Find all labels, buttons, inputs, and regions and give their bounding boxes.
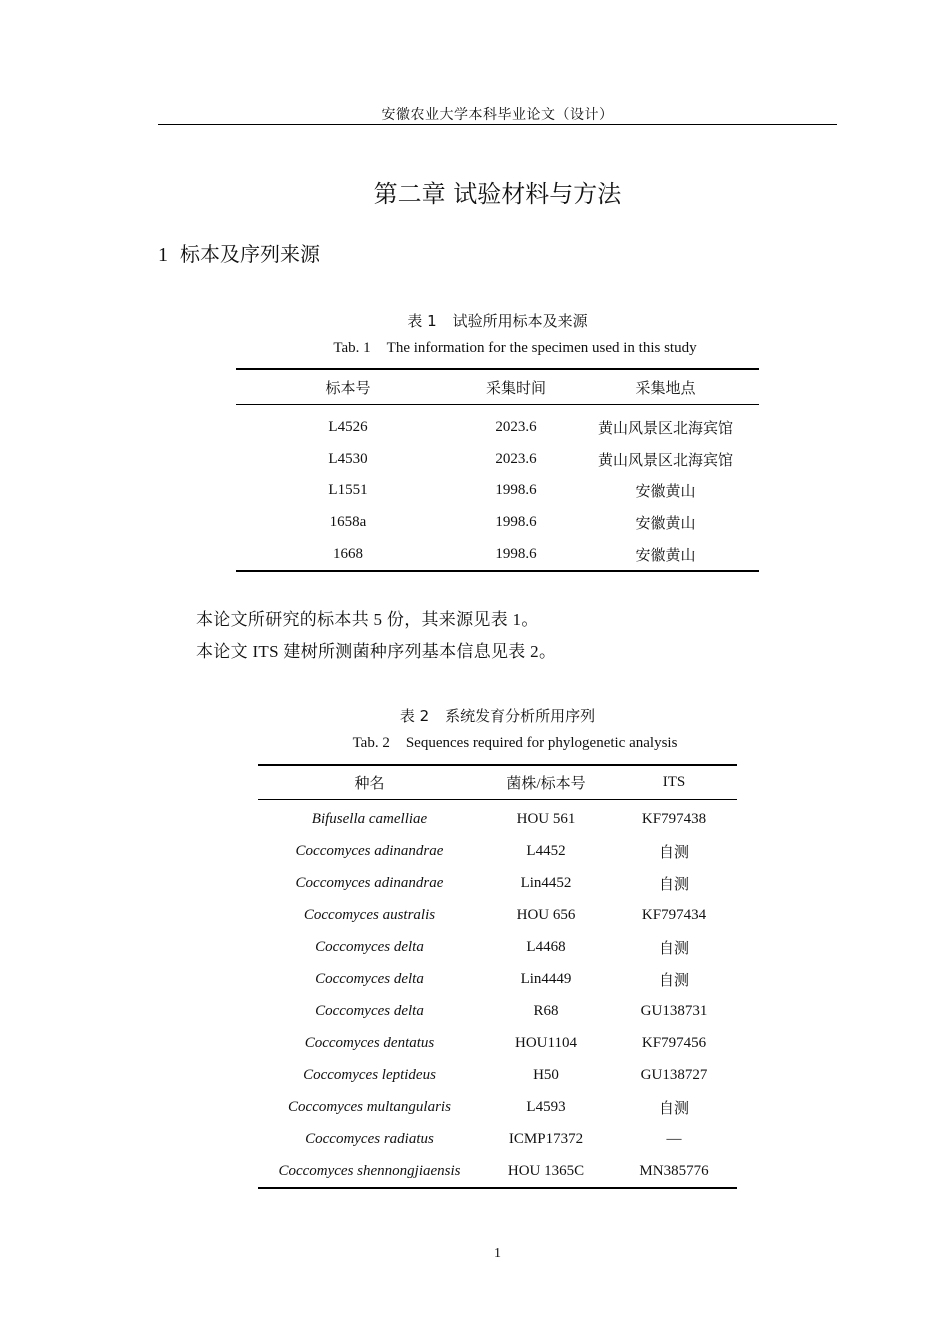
its-accession: MN385776 — [639, 1162, 709, 1179]
its-accession: 自测 — [658, 940, 689, 957]
running-header: 安徽农业大学本科毕业论文（设计） — [381, 108, 614, 123]
species-name: Coccomyces radiatus — [305, 1130, 434, 1147]
table1-caption-en-text: The information for the specimen used in this study — [386, 340, 697, 356]
species-name: Coccomyces multangularis — [288, 1098, 451, 1115]
body-paragraph-2: 本论文 ITS 建树所测菌种序列基本信息见表 2。 — [196, 642, 557, 661]
section-title-text: 标本及序列来源 — [180, 242, 320, 266]
strain-id: H50 — [533, 1066, 559, 1083]
header-rule — [158, 124, 837, 125]
table-row — [236, 507, 759, 539]
table1-caption-en — [0, 340, 950, 357]
strain-id: HOU 561 — [516, 810, 576, 827]
table2-caption-cn-text: 系统发育分析所用序列 — [445, 707, 596, 725]
specimen-id: L1551 — [328, 482, 368, 499]
table1-caption-cn-text: 试验所用标本及来源 — [452, 312, 588, 330]
table-row — [258, 835, 737, 867]
table2-caption-en-label: Tab. 2 — [352, 735, 390, 751]
species-name: Coccomyces dentatus — [304, 1034, 435, 1051]
strain-id: R68 — [533, 1002, 559, 1019]
table-row — [258, 1123, 737, 1155]
table-row — [258, 931, 737, 963]
specimen-id: L4526 — [328, 419, 368, 436]
specimen-table — [236, 368, 759, 572]
collection-date: 1998.6 — [495, 482, 537, 499]
column-header: 菌株/标本号 — [481, 765, 611, 800]
collection-date: 2023.6 — [495, 419, 537, 436]
its-accession: KF797438 — [641, 810, 707, 827]
strain-id: HOU1104 — [515, 1034, 577, 1051]
table2-caption-en — [0, 735, 950, 752]
its-accession: GU138731 — [640, 1002, 708, 1019]
table-row — [258, 803, 737, 835]
table-row — [258, 867, 737, 899]
species-name: Coccomyces delta — [315, 938, 424, 955]
strain-id: Lin4449 — [520, 970, 572, 987]
collection-site: 安徽黄山 — [635, 547, 696, 564]
body-paragraph-1: 本论文所研究的标本共 5 份，其来源见表 1。 — [196, 610, 539, 629]
species-name: Coccomyces delta — [315, 970, 424, 987]
table-row — [258, 1155, 737, 1188]
strain-id: Lin4452 — [520, 874, 572, 891]
species-name: Coccomyces adinandrae — [295, 842, 444, 859]
column-header: 采集时间 — [460, 369, 572, 405]
its-accession: GU138727 — [640, 1066, 708, 1083]
collection-site: 安徽黄山 — [635, 516, 696, 533]
strain-id: ICMP17372 — [508, 1130, 584, 1147]
column-header: ITS — [611, 765, 737, 800]
its-accession: — — [666, 1130, 682, 1147]
strain-id: HOU 656 — [516, 906, 576, 923]
table-row — [236, 412, 759, 444]
collection-site: 黄山风景区北海宾馆 — [597, 421, 733, 438]
its-accession: 自测 — [658, 972, 689, 989]
its-accession: KF797434 — [641, 906, 707, 923]
strain-id: HOU 1365C — [507, 1162, 585, 1179]
specimen-id: 1668 — [333, 545, 363, 562]
sequence-table — [258, 764, 737, 1189]
collection-site: 黄山风景区北海宾馆 — [597, 452, 733, 469]
column-header: 标本号 — [236, 369, 460, 405]
species-name: Coccomyces shennongjiaensis — [278, 1162, 461, 1179]
table-row — [236, 444, 759, 476]
table-row — [236, 538, 759, 571]
table-row — [258, 963, 737, 995]
specimen-id: 1658a — [329, 514, 367, 531]
collection-date: 2023.6 — [495, 450, 537, 467]
table-header-row — [236, 369, 759, 405]
species-name: Coccomyces adinandrae — [295, 874, 444, 891]
its-accession: 自测 — [658, 1100, 689, 1117]
table2-caption-en-text: Sequences required for phylogenetic analysis — [405, 735, 678, 751]
column-header: 采集地点 — [572, 369, 759, 405]
table-row — [258, 995, 737, 1027]
table-row — [236, 475, 759, 507]
collection-site: 安徽黄山 — [635, 484, 696, 501]
strain-id: L4593 — [526, 1098, 566, 1115]
species-name: Coccomyces leptideus — [303, 1066, 436, 1083]
table-row — [258, 1091, 737, 1123]
section-heading — [158, 238, 320, 267]
its-accession: 自测 — [658, 844, 689, 861]
column-header: 种名 — [258, 765, 481, 800]
table2-caption-cn-label: 表 2 — [399, 707, 430, 725]
table-row — [258, 1059, 737, 1091]
species-name: Coccomyces delta — [315, 1002, 424, 1019]
its-accession: 自测 — [658, 876, 689, 893]
its-accession: KF797456 — [641, 1034, 707, 1051]
spacer-row — [236, 405, 759, 413]
collection-date: 1998.6 — [495, 514, 537, 531]
collection-date: 1998.6 — [495, 545, 537, 562]
species-name: Coccomyces australis — [303, 906, 436, 923]
page-number: 1 — [494, 1246, 501, 1261]
table-row — [258, 1027, 737, 1059]
table1-caption-en-label: Tab. 1 — [333, 340, 371, 356]
table-row — [258, 899, 737, 931]
section-number: 1 — [158, 244, 168, 266]
specimen-id: L4530 — [328, 450, 368, 467]
species-name: Bifusella camelliae — [311, 810, 428, 827]
chapter-title: 第二章 试验材料与方法 — [373, 180, 622, 208]
strain-id: L4452 — [526, 842, 566, 859]
table2-caption-cn — [0, 705, 950, 726]
table-header-row — [258, 765, 737, 800]
table1-caption-cn — [0, 310, 950, 331]
strain-id: L4468 — [526, 938, 566, 955]
table1-caption-cn-label: 表 1 — [407, 312, 437, 330]
